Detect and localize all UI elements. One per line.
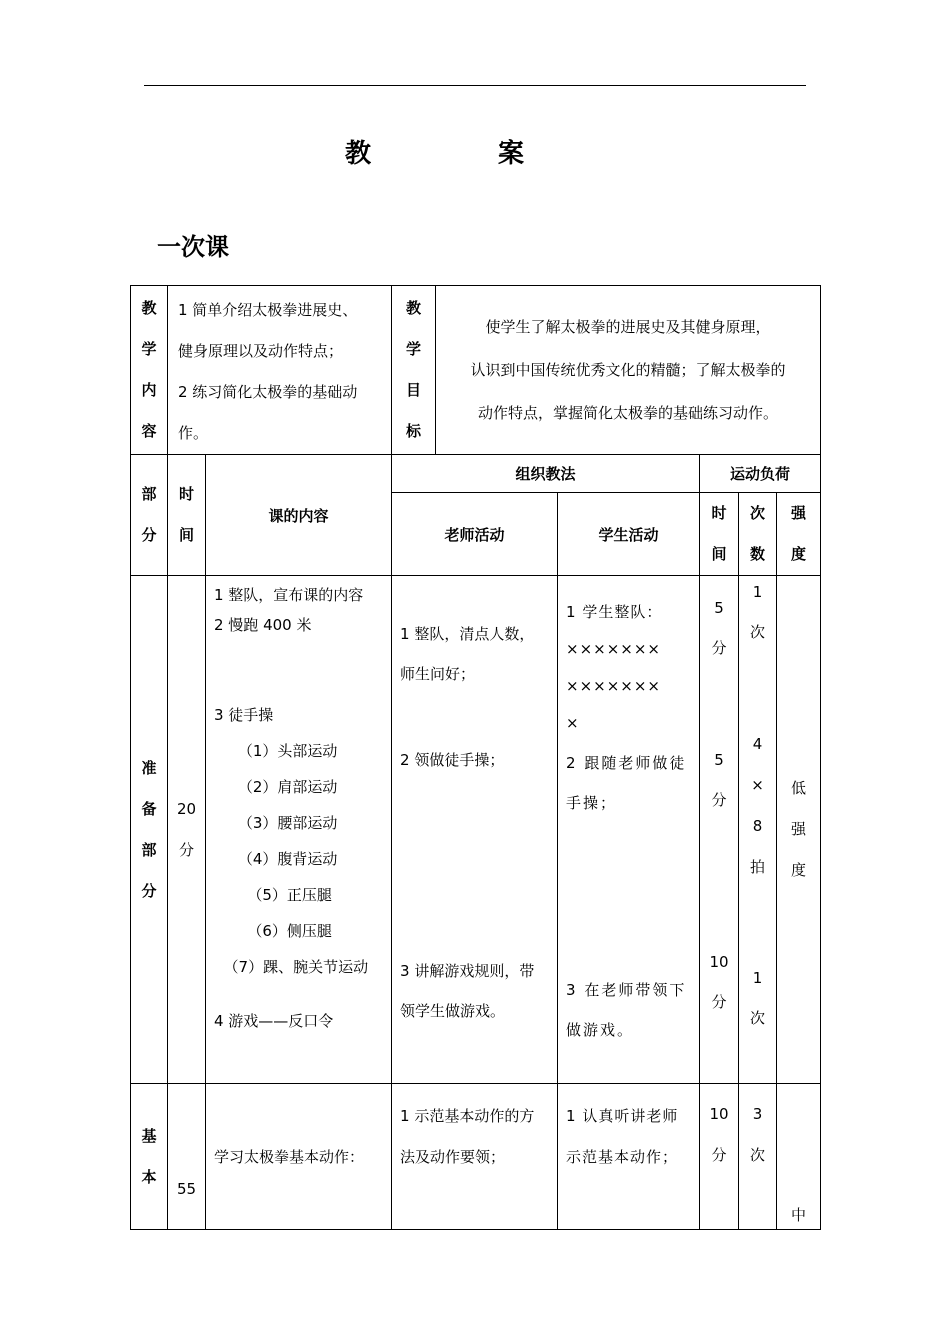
basic-part-label: 基 本 xyxy=(131,1084,168,1230)
teaching-goal: 使学生了解太极拳的进展史及其健身原理， 认识到中国传统优秀文化的精髓；了解太极拳的 动作特点，掌握简化太极拳的基础练习动作。 xyxy=(436,286,821,455)
prep-student-activity: 1 学生整队： ××××××× ××××××× × 2 跟随老师做徒 手操； 3 在老师带领下 做游戏。 xyxy=(558,576,700,1084)
header-teacher-activity: 老师活动 xyxy=(392,493,558,576)
header-lesson-content: 课的内容 xyxy=(206,455,392,576)
prep-content-line: （4）腹背运动 xyxy=(214,850,338,868)
basic-teacher-activity: 1 示范基本动作的方 法及动作要领； xyxy=(392,1084,558,1230)
basic-load-count: 3 次 xyxy=(739,1084,777,1230)
lesson-plan-table xyxy=(130,285,821,1230)
header-load: 运动负荷 xyxy=(700,455,821,493)
prep-content-line: （2）肩部运动 xyxy=(214,778,338,796)
prep-content-line: 2 慢跑 400 米 xyxy=(214,616,312,634)
prep-part-label: 准 备 部 分 xyxy=(131,576,168,1084)
prep-content-line: 1 整队，宣布课的内容 xyxy=(214,586,364,604)
basic-student-activity: 1 认真听讲老师 示范基本动作； xyxy=(558,1084,700,1230)
header-part: 部 分 xyxy=(131,455,168,576)
prep-load-count: 1 次 4 × 8 拍 1 次 xyxy=(739,576,777,1084)
prep-load-intensity: 低 强 度 xyxy=(777,576,821,1084)
prep-load-time: 5 分 5 分 10 分 xyxy=(700,576,739,1084)
basic-load-time: 10 分 xyxy=(700,1084,739,1230)
prep-content-line: （6）侧压腿 xyxy=(214,922,332,940)
header-load-count: 次 数 xyxy=(739,493,777,576)
lesson-heading: 一次课 xyxy=(157,233,229,261)
prep-teacher-activity: 1 整队，清点人数， 师生问好； 2 领做徒手操； 3 讲解游戏规则，带 领学生做游戏。 xyxy=(392,576,558,1084)
prep-content-line: （1）头部运动 xyxy=(214,742,338,760)
header-rule xyxy=(144,85,806,86)
basic-content: 学习太极拳基本动作： xyxy=(206,1084,392,1230)
basic-time: 55 xyxy=(168,1084,206,1230)
prep-content-line: 3 徒手操 xyxy=(214,706,274,724)
header-student-activity: 学生活动 xyxy=(558,493,700,576)
header-organization: 组织教法 xyxy=(392,455,700,493)
basic-load-intensity: 中 xyxy=(777,1084,821,1230)
prep-content xyxy=(206,576,392,1084)
prep-content-line: 4 游戏——反口令 xyxy=(214,1012,334,1030)
teaching-content: 1 简单介绍太极拳进展史、 健身原理以及动作特点； 2 练习简化太极拳的基础动 作。 xyxy=(168,286,392,455)
label-teaching-goal: 教 学 目 标 xyxy=(392,286,436,455)
header-time: 时 间 xyxy=(168,455,206,576)
prep-content-line: （5）正压腿 xyxy=(214,886,332,904)
prep-content-line: （7）踝、腕关节运动 xyxy=(214,958,369,976)
prep-time: 20 分 xyxy=(168,576,206,1084)
header-load-time: 时 间 xyxy=(700,493,739,576)
label-teaching-content: 教 学 内 容 xyxy=(131,286,168,455)
header-load-intensity: 强 度 xyxy=(777,493,821,576)
prep-content-line: （3）腰部运动 xyxy=(214,814,338,832)
